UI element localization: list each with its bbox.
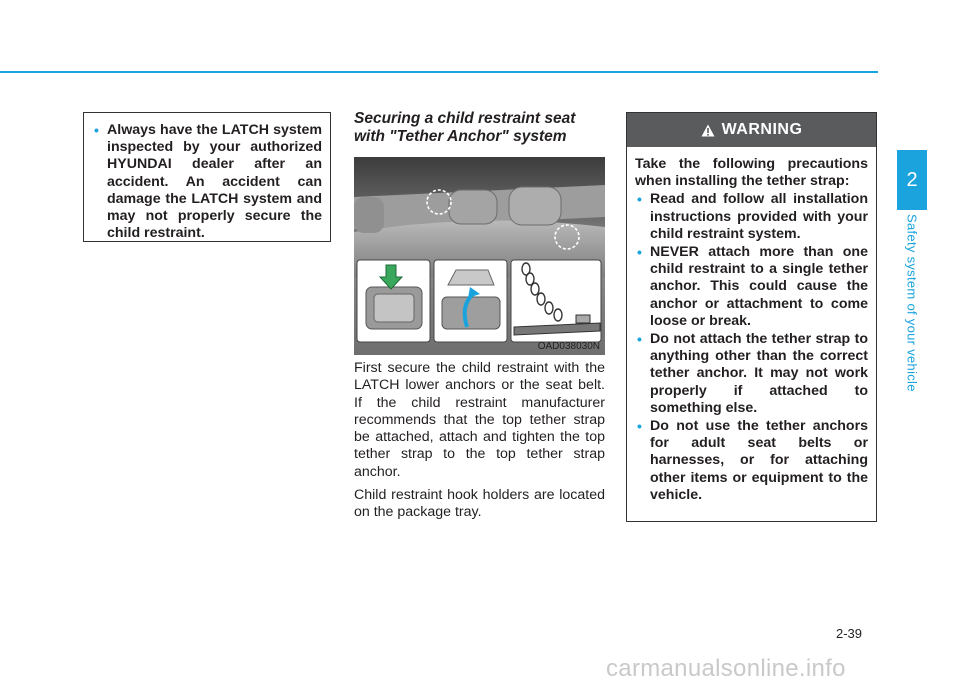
warning-item-text: Do not attach the tether strap to anything other than the correct tether anchor. It may not work properly if attached to something else. <box>650 331 868 416</box>
page-number: 2-39 <box>836 626 863 641</box>
note-text: Always have the LATCH system inspected by your authorized HYUNDAI dealer after an accident. An accident can damage the LATCH system and may not properly secure the child restraint. <box>107 122 322 242</box>
warning-body <box>627 147 876 504</box>
top-rule <box>0 71 878 73</box>
bullet-icon: • <box>637 244 642 261</box>
tether-anchor-figure <box>354 157 605 355</box>
figure-illustration <box>354 157 605 355</box>
note-list <box>92 122 322 242</box>
warning-icon <box>701 124 715 137</box>
warning-list <box>635 191 868 504</box>
bullet-icon: • <box>637 191 642 208</box>
warning-title: WARNING <box>721 121 803 138</box>
bullet-icon: • <box>637 331 642 348</box>
warning-item <box>635 191 868 243</box>
bullet-icon: • <box>637 418 642 435</box>
note-item <box>92 122 322 242</box>
bullet-icon: • <box>94 122 99 138</box>
warning-box <box>626 112 877 522</box>
chapter-title-text: Safety system of your vehicle <box>904 214 920 392</box>
section-heading: Securing a child restraint seat with "Tether Anchor" system <box>354 110 576 145</box>
warning-header <box>627 113 876 147</box>
note-box <box>83 112 331 242</box>
warning-item <box>635 244 868 330</box>
warning-item-text: Read and follow all installation instructions provided with your child restraint system. <box>650 191 868 242</box>
body-paragraph: First secure the child restraint with the LATCH lower anchors or the seat belt. If the child restraint manufacturer recommends that the top tether strap be attached, attach and tighten the top tether strap to the top tether strap anchor. <box>354 360 605 480</box>
chapter-tab: 2 <box>897 150 927 210</box>
warning-item <box>635 331 868 417</box>
warning-item-text: NEVER attach more than one child restraint to a single tether anchor. This could cause the anchor or attachment to come loose or break. <box>650 244 868 329</box>
warning-intro: Take the following precautions when installing the tether strap: <box>635 156 868 190</box>
body-paragraph: Child restraint hook holders are located on the package tray. <box>354 487 605 521</box>
warning-item <box>635 418 868 504</box>
watermark: carmanualsonline.info <box>606 655 846 682</box>
chapter-title <box>897 214 927 414</box>
warning-item-text: Do not use the tether anchors for adult seat belts or harnesses, or for attaching other items or equipment to the vehicle. <box>650 418 868 503</box>
body-text <box>354 360 605 528</box>
figure-code: OAD038030N <box>537 341 600 352</box>
